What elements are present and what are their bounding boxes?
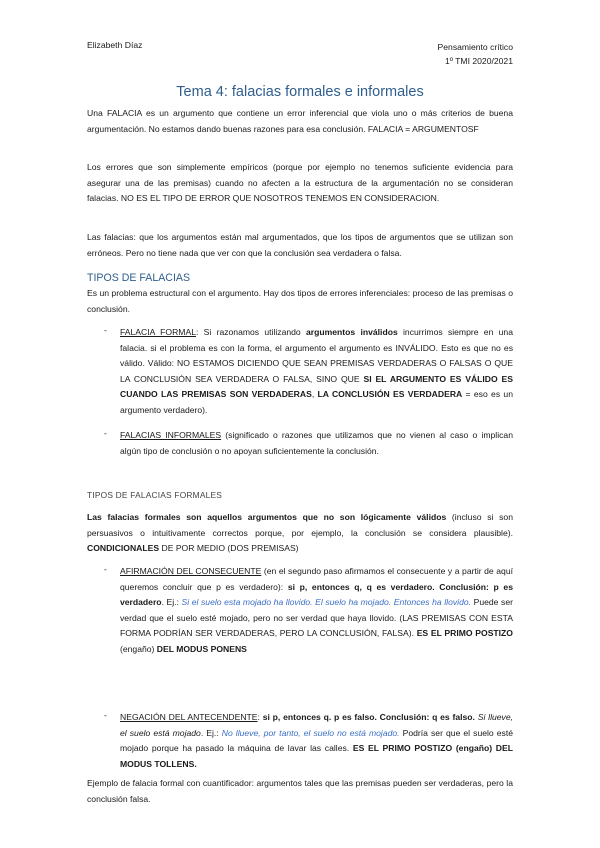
bullet-dash: - — [104, 564, 107, 574]
header-right — [438, 40, 513, 68]
page-title: Tema 4: falacias formales e informales — [176, 84, 424, 100]
section-heading-formales: TIPOS DE FALACIAS FORMALES — [87, 490, 223, 500]
header-author: Elizabeth Díaz — [87, 40, 143, 50]
example-text: No llueve, por tanto, el suelo no está mojado. — [221, 727, 400, 738]
formales-intro: Las falacias formales son aquellos argumentos que no son lógicamente válidos (incluso si son persuasivos o intuitivamente correctos porque, por ejemplo, la conclusión se considera plausible). CONDICIONALES DE POR MEDIO (DOS PREMISAS) — [87, 512, 513, 554]
term-negacion-antecedente: NEGACIÓN DEL ANTECENDENTE — [120, 712, 258, 722]
term-afirmacion-consecuente: AFIRMACIÓN DEL CONSECUENTE — [120, 566, 262, 576]
bullet-dash: - — [104, 428, 107, 438]
term-falacia-formal: FALACIA FORMAL — [120, 327, 196, 337]
falacia-formal-item: FALACIA FORMAL: Si razonamos utilizando argumentos inválidos incurrimos siempre en una falacia. si el problema es con la forma, el argumento el argumento es INVÁLIDO. Esto es que no es válido. Válido: NO ESTAMOS DICIENDO QUE SEAN PREMISAS VERDADERAS O FALSAS O QUE LA CONCLUSIÓN SEA VERDADERA O FALSA, SINO QUE SI EL ARGUMENTO ES VÁLIDO ES CUANDO LAS PREMISAS SON VERDADERAS, LA CONCLUSIÓN ES VERDADERA = eso es un argumento verdadero). — [120, 327, 514, 415]
header-course: 1º TMI 2020/2021 — [445, 56, 513, 66]
example-text: Si el suelo esta mojado ha llovido. El suelo ha mojado. Entonces ha llovido. — [181, 597, 472, 608]
bullet-dash: - — [104, 710, 107, 720]
cuantificador-paragraph: Ejemplo de falacia formal con cuantificador: argumentos tales que las premisas pueden ser verdaderas, pero la conclusión falsa. — [87, 778, 513, 804]
tipos-intro: Es un problema estructural con el argumento. Hay dos tipos de errores inferenciales: proceso de las premisas o conclusión. — [87, 288, 513, 314]
term-falacias-informales: FALACIAS INFORMALES — [120, 430, 222, 440]
intro-paragraph-3: Las falacias: que los argumentos están mal argumentados, que los tipos de argumentos que se utilizan son erróneos. Pero no tiene nada que ver con que la conclusión sea verdadera o falsa. — [87, 232, 513, 258]
negacion-antecedente-item: NEGACIÓN DEL ANTECENDENTE: si p, entonces q. p es falso. Conclusión: q es falso. Si llueve, el suelo está mojado. Ej.: No llueve, por tanto, el suelo no está mojado. Podría ser que el suelo esté mojado porque ha pasado la máquina de lavar las calles. ES EL PRIMO POSTIZO (engaño) DEL MODUS TOLLENS. — [120, 712, 513, 769]
intro-paragraph-1: Una FALACIA es un argumento que contiene un error inferencial que viola uno o más criterios de buena argumentación. No estamos dando buenas razones para esa conclusión. FALACIA = ARGUMENTOSF — [87, 108, 513, 134]
afirmacion-consecuente-item: AFIRMACIÓN DEL CONSECUENTE (en el segundo paso afirmamos el consecuente y a partir de aquí queremos concluir que p es verdadero): si p, entonces q, q es verdadero. Conclusión: p es verdadero. Ej.: Si el suelo esta mojado ha llovido. El suelo ha mojado. Entonces ha llovido. Puede ser verdad que el suelo esté mojado, pero no ser verdad que haya llovido. (LAS PREMISAS CON ESTA FORMA PODRÍAN SER VERDADERAS, PERO LA CONCLUSIÓN, FALSA). ES EL PRIMO POSTIZO (engaño) DEL MODUS PONENS — [120, 566, 513, 654]
intro-paragraph-2: Los errores que son simplemente empíricos (porque por ejemplo no tenemos suficiente evidencia para asegurar una de las premisas) cuando no afecten a la estructura de la argumentación no se consideran falacias. NO ES EL TIPO DE ERROR QUE NOSOTROS TENEMOS EN CONSIDERACION. — [87, 162, 513, 204]
falacias-informales-item: FALACIAS INFORMALES (significado o razones que utilizamos que no vienen al caso o implican algún tipo de conclusión o no apoyan suficientemente la conclusión. — [120, 430, 513, 456]
bullet-dash: - — [104, 325, 107, 335]
header-subject: Pensamiento crítico — [437, 42, 513, 52]
section-heading-tipos: TIPOS DE FALACIAS — [87, 272, 191, 284]
